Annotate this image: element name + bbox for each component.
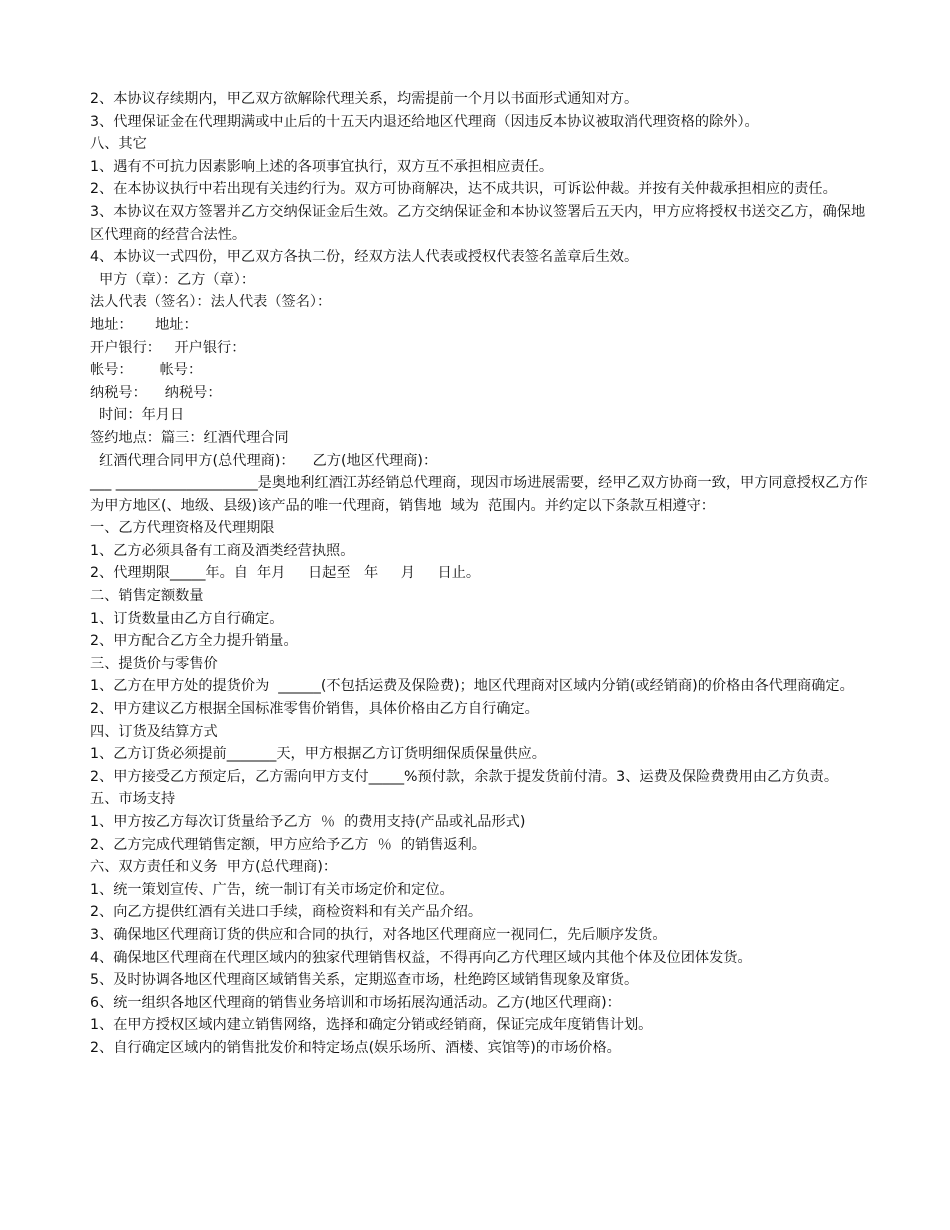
document-line: 1、统一策划宣传、广告，统一制订有关市场定价和定位。	[90, 881, 454, 898]
document-line: 2、甲方接受乙方预定后，乙方需向甲方支付_____%预付款，余款于提发货前付清。3、运费及保险费费用由乙方负责。	[90, 768, 839, 785]
document-line: 4、本协议一式四份，甲乙双方各执二份，经双方法人代表或授权代表签名盖章后生效。	[90, 249, 639, 266]
document-line: 5、及时协调各地区代理商区域销售关系，定期巡查市场，杜绝跨区域销售现象及窜货。	[90, 972, 639, 989]
document-body	[90, 88, 870, 1060]
document-line: 1、在甲方授权区域内建立销售网络，选择和确定分销或经销商，保证完成年度销售计划。	[90, 1017, 653, 1034]
signature-line: 地址： 地址：	[90, 316, 198, 333]
signature-line: 帐号： 帐号：	[90, 362, 203, 379]
document-line: 2、自行确定区域内的销售批发价和特定场点(娱乐场所、酒楼、宾馆等)的市场价格。	[90, 1039, 621, 1056]
document-line: ___ ____________________是奥地利红酒江苏经销总代理商，现因市场进展需要，经甲乙双方协商一致，甲方同意授权乙方作为甲方地区(、地级、县级)该产品的唯一代理商，销售地 域为 范围内。并约定以下条款互相遵守：	[90, 475, 868, 514]
document-line: 1、遇有不可抗力因素影响上述的各项事宜执行，双方互不承担相应责任。	[90, 158, 554, 175]
signature-line: 纳税号： 纳税号：	[90, 384, 222, 401]
document-line: 1、订货数量由乙方自行确定。	[90, 610, 284, 627]
document-line: 红酒代理合同甲方(总代理商)： 乙方(地区代理商)：	[90, 452, 438, 469]
section-heading: 五、市场支持	[90, 791, 176, 808]
document-line: 4、确保地区代理商在代理区域内的独家代理销售权益，不得再向乙方代理区域内其他个体及位团体发货。	[90, 949, 752, 966]
section-heading: 八、其它	[90, 136, 147, 153]
document-line: 1、甲方按乙方每次订货量给予乙方 ％ 的费用支持(产品或礼品形式)	[90, 814, 526, 830]
document-line: 2、代理期限_____年。自 年月 日起至 年 月 日止。	[90, 565, 481, 582]
section-heading: 一、乙方代理资格及代理期限	[90, 520, 275, 537]
section-heading: 四、订货及结算方式	[90, 723, 218, 740]
signature-line: 甲方（章）：乙方（章）：	[90, 271, 256, 288]
section-heading: 六、双方责任和义务 甲方(总代理商)：	[90, 859, 338, 876]
document-line: 2、甲方建议乙方根据全国标准零售价销售，具体价格由乙方自行确定。	[90, 701, 539, 718]
signature-line: 法人代表（签名）：法人代表（签名）：	[90, 294, 332, 311]
document-line: 1、乙方在甲方处的提货价为 ______(不包括运费及保险费)；地区代理商对区域内分销(或经销商)的价格由各代理商确定。	[90, 678, 854, 695]
document-line: 2、本协议存续期内，甲乙双方欲解除代理关系，均需提前一个月以书面形式通知对方。	[90, 91, 639, 107]
document-line: 2、在本协议执行中若出现有关违约行为。双方可协商解决，达不成共识，可诉讼仲裁。并按有关仲裁承担相应的责任。	[90, 181, 837, 198]
document-line: 3、确保地区代理商订货的供应和合同的执行，对各地区代理商应一视同仁，先后顺序发货。	[90, 926, 667, 943]
signature-line: 开户银行： 开户银行：	[90, 339, 246, 356]
document-line: 3、本协议在双方签署并乙方交纳保证金后生效。乙方交纳保证金和本协议签署后五天内，甲方应将授权书送交乙方，确保地区代理商的经营合法性。	[90, 203, 866, 243]
document-line: 6、统一组织各地区代理商的销售业务培训和市场拓展沟通活动。乙方(地区代理商)：	[90, 994, 621, 1011]
signature-line: 时间：年月日	[90, 407, 185, 424]
document-line: 3、代理保证金在代理期满或中止后的十五天内退还给地区代理商（因违反本协议被取消代理资格的除外）。	[90, 113, 759, 130]
document-line: 签约地点：篇三：红酒代理合同	[90, 429, 289, 446]
document-line: 1、乙方订货必须提前_______天，甲方根据乙方订货明细保质保量供应。	[90, 746, 546, 763]
section-heading: 二、销售定额数量	[90, 588, 204, 605]
document-line: 2、甲方配合乙方全力提升销量。	[90, 633, 298, 650]
document-line: 2、乙方完成代理销售定额，甲方应给予乙方 ％ 的销售返利。	[90, 836, 486, 853]
section-heading: 三、提货价与零售价	[90, 655, 218, 672]
document-line: 2、向乙方提供红酒有关进口手续，商检资料和有关产品介绍。	[90, 904, 483, 921]
document-line: 1、乙方必须具备有工商及酒类经营执照。	[90, 542, 355, 559]
